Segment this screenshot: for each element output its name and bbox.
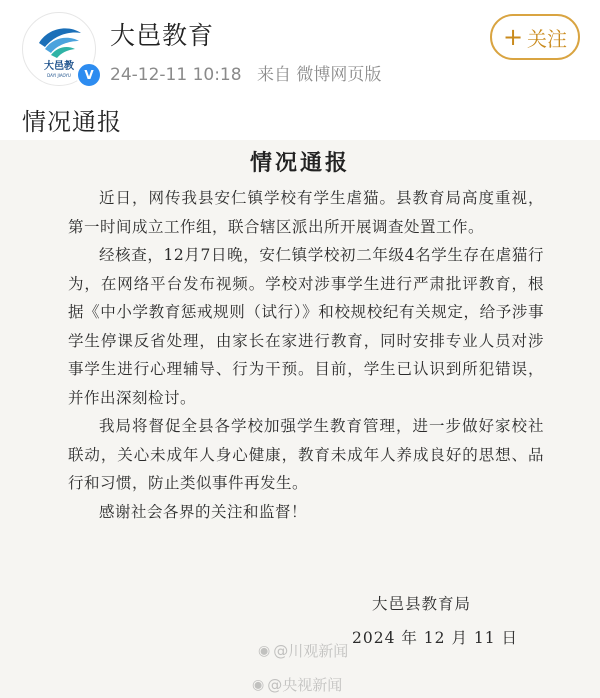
watermark-text: @川观新闻 <box>273 642 349 660</box>
verified-mark: V <box>84 68 94 82</box>
watermark <box>258 640 348 661</box>
document-paragraph: 经核查，12月7日晚，安仁镇学校初二年级4名学生存在虐猫行为，在网络平台发布视频。学校对涉事学生进行严肃批评教育，根据《中小学教育惩戒规则（试行）》和校规校纪有关规定，给予涉事学生停课反省处理，由家长在家进行教育，同时安排专业人员对涉事学生进行心理辅导、行为干预。目前，学生已认识到所犯错误，并作出深刻检讨。 <box>68 246 544 407</box>
attached-document-image[interactable] <box>0 140 600 698</box>
document-paragraph: 近日，网传我县安仁镇学校有学生虐猫。县教育局高度重视，第一时间成立工作组，联合辖区派出所开展调查处置工作。 <box>68 189 544 236</box>
document-body <box>68 184 544 526</box>
plus-icon: + <box>502 23 524 51</box>
weibo-icon: ◉ <box>258 642 271 659</box>
post-meta <box>110 60 391 85</box>
post-text: 情况通报 <box>22 108 122 136</box>
post-source: 来自 微博网页版 <box>256 65 382 85</box>
post-timestamp[interactable]: 24-12-11 10:18 <box>110 65 242 85</box>
watermark <box>252 674 342 695</box>
document-paragraph: 我局将督促全县各学校加强学生教育管理，进一步做好家校社联动，关心未成年人身心健康，教育未成年人养成良好的思想、品行和习惯，防止类似事件再发生。 <box>68 417 544 492</box>
weibo-icon: ◉ <box>252 676 265 693</box>
post-header <box>0 0 600 100</box>
watermark-text: @央视新闻 <box>267 676 343 694</box>
verified-badge-icon <box>76 62 102 88</box>
document-paragraph: 感谢社会各界的关注和监督！ <box>99 502 308 521</box>
avatar-subtext: DAYI JIAOYU <box>47 73 71 78</box>
document-signature: 大邑县教育局 <box>372 595 472 613</box>
account-name[interactable]: 大邑教育 <box>110 21 215 50</box>
document-title: 情况通报 <box>249 150 350 176</box>
avatar-text: 大邑教 <box>44 61 74 72</box>
follow-label: 关注 <box>527 26 568 51</box>
document-date: 2024 年 12 月 11 日 <box>352 629 519 647</box>
follow-button[interactable] <box>490 14 580 60</box>
